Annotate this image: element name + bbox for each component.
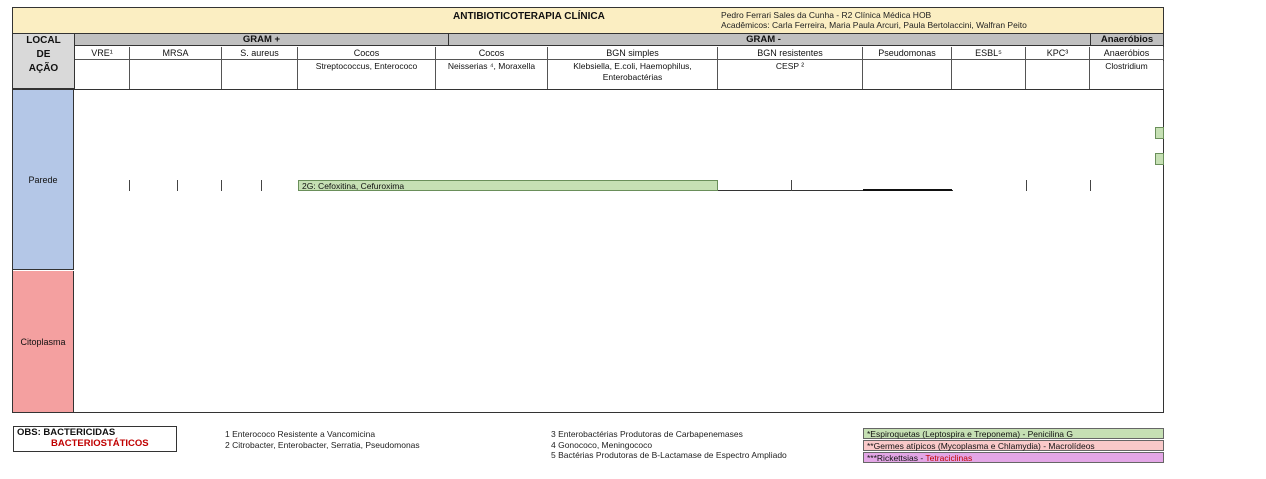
local-label: LOCAL DE AÇÃO bbox=[26, 35, 61, 74]
authors-block bbox=[721, 10, 1161, 30]
column-separator bbox=[862, 47, 863, 89]
column-header: BGN simples bbox=[548, 47, 718, 60]
column-subheader bbox=[75, 61, 130, 89]
column-header: Cocos bbox=[298, 47, 436, 60]
page-title: ANTIBIOTICOTERAPIA CLÍNICA bbox=[453, 11, 605, 22]
column-subheader: Neisserias ⁴, Moraxella bbox=[436, 61, 548, 89]
zone-citoplasma-label: Citoplasma bbox=[20, 336, 66, 347]
column-separator bbox=[547, 47, 548, 89]
column-separator bbox=[951, 47, 952, 89]
column-subheader: Klebsiella, E.coli, Haemophilus, Enterobactérias bbox=[548, 61, 718, 89]
column-separator bbox=[1089, 47, 1090, 89]
column-separator bbox=[129, 47, 130, 89]
tick-mark bbox=[791, 180, 792, 191]
key-rickettsias-label: ***Rickettsias - bbox=[867, 453, 926, 463]
green-marker-lower bbox=[1155, 153, 1164, 165]
drug-bar-extension-bold bbox=[863, 189, 952, 191]
group-gram-negative: GRAM - bbox=[437, 34, 1091, 45]
drug-bar-2g-cephalosporins: 2G: Cefoxitina, Cefuroxima bbox=[298, 180, 718, 191]
tick-mark bbox=[129, 180, 130, 191]
local-de-acao-header bbox=[12, 34, 75, 89]
column-separator bbox=[717, 47, 718, 89]
footnotes-right bbox=[551, 429, 787, 461]
footnote-3: 3 Enterobactérias Produtoras de Carbapenemases bbox=[551, 429, 743, 439]
legend-box bbox=[13, 426, 177, 452]
header-bottom-line bbox=[12, 89, 1164, 90]
tick-mark bbox=[1090, 180, 1091, 191]
footnote-5: 5 Bactérias Produtoras de B-Lactamase de Espectro Ampliado bbox=[551, 450, 787, 460]
footnote-4: 4 Gonococo, Meningococo bbox=[551, 439, 653, 450]
key-espiroquetas: *Espiroquetas (Leptospira e Treponema) - Penicilina G bbox=[863, 428, 1164, 439]
column-subheader bbox=[1026, 61, 1090, 89]
column-subheader: Clostridium bbox=[1090, 61, 1164, 89]
legend-bacteriostaticos: BACTERIOSTÁTICOS bbox=[51, 438, 149, 449]
zone-parede-label: Parede bbox=[28, 174, 58, 185]
author-line: Pedro Ferrari Sales da Cunha - R2 Clínica Médica HOB bbox=[721, 10, 932, 20]
legend-bactericidas: OBS: BACTERICIDAS bbox=[17, 427, 116, 438]
column-separator bbox=[1025, 47, 1026, 89]
column-subheader bbox=[222, 61, 298, 89]
key-rickettsias-drug: Tetraciclinas bbox=[925, 453, 973, 463]
tick-mark bbox=[1026, 180, 1027, 191]
column-header: ESBL⁵ bbox=[952, 47, 1026, 60]
tick-mark bbox=[261, 180, 262, 191]
academics-line: Acadêmicos: Carla Ferreira, Maria Paula Arcuri, Paula Bertolaccini, Walfran Peito bbox=[721, 20, 1027, 30]
column-header: VRE¹ bbox=[75, 47, 130, 60]
tick-mark bbox=[221, 180, 222, 191]
column-header: Cocos bbox=[436, 47, 548, 60]
column-subheader bbox=[863, 61, 952, 89]
group-gram-positive: GRAM + bbox=[75, 34, 449, 45]
column-subheader: Streptococcus, Enterococo bbox=[298, 61, 436, 89]
group-anaerobes: Anaeróbios bbox=[1100, 34, 1154, 45]
column-header: S. aureus bbox=[222, 47, 298, 60]
green-marker-upper bbox=[1155, 127, 1164, 139]
column-header: KPC³ bbox=[1026, 47, 1090, 60]
column-separator bbox=[221, 47, 222, 89]
tick-mark bbox=[177, 180, 178, 191]
key-atipicos: **Germes atípicos (Mycoplasma e Chlamydia) - Macrolídeos bbox=[863, 440, 1164, 451]
column-subheader bbox=[952, 61, 1026, 89]
footnote-1: 1 Enterococo Resistente a Vancomicina bbox=[225, 429, 376, 439]
column-subheader: CESP ² bbox=[718, 61, 863, 89]
key-rickettsias bbox=[863, 452, 1164, 463]
column-header: BGN resistentes bbox=[718, 47, 863, 60]
footnotes-left bbox=[225, 429, 420, 450]
title-bar bbox=[12, 7, 1164, 34]
column-header: MRSA bbox=[130, 47, 222, 60]
footnote-2: 2 Citrobacter, Enterobacter, Serratia, Pseudomonas bbox=[225, 439, 420, 450]
zone-citoplasma bbox=[13, 271, 74, 412]
column-subheader bbox=[130, 61, 222, 89]
column-separator bbox=[297, 47, 298, 89]
zone-parede bbox=[13, 90, 74, 270]
group-header-row bbox=[12, 34, 1164, 46]
column-header: Pseudomonas bbox=[863, 47, 952, 60]
column-header: Anaeróbios bbox=[1090, 47, 1164, 60]
column-separator bbox=[435, 47, 436, 89]
